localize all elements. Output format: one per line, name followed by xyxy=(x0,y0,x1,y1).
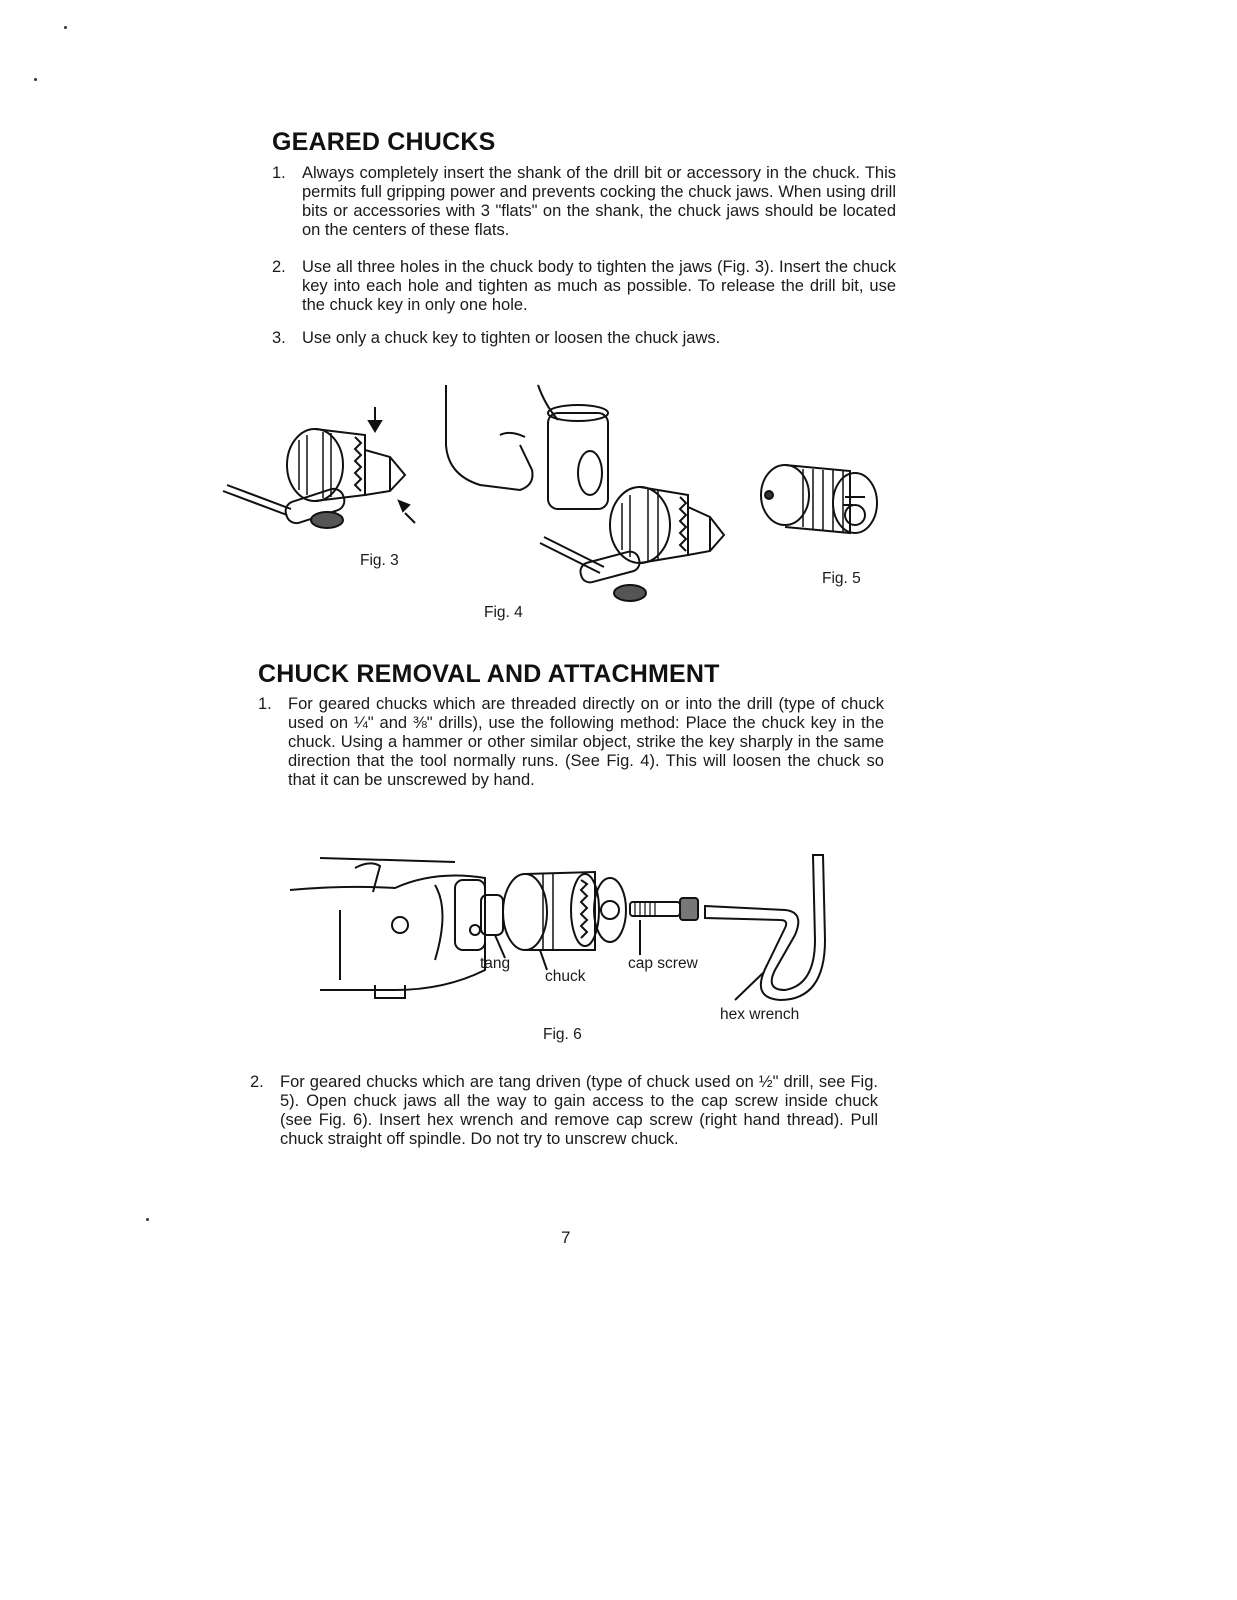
section-heading-chuck-removal: CHUCK REMOVAL AND ATTACHMENT xyxy=(258,660,720,688)
list-item xyxy=(272,258,896,318)
list-text: Use only a chuck key to tighten or loosen the chuck jaws. xyxy=(302,329,721,347)
page-number: 7 xyxy=(561,1228,571,1247)
figure-6-caption: Fig. 6 xyxy=(543,1026,582,1043)
figure-3-illustration xyxy=(215,395,430,535)
fig6-label-chuck: chuck xyxy=(545,968,586,985)
list-item xyxy=(250,1073,878,1155)
list-text: Always completely insert the shank of the drill bit or accessory in the chuck. This permits full gripping power and prevents cocking the chuck jaws. When using drill bits or accessories with 3 "flats" on the shank, the chuck jaws should be located on the centers of these flats. xyxy=(302,164,896,239)
list-number: 2. xyxy=(250,1073,264,1091)
section-heading-geared-chucks: GEARED CHUCKS xyxy=(272,128,496,156)
list-number: 2. xyxy=(272,258,286,276)
figure-4-illustration xyxy=(440,385,740,610)
list-item xyxy=(272,329,896,351)
fig6-label-cap-screw: cap screw xyxy=(628,955,698,972)
figure-5-illustration xyxy=(755,455,885,560)
list-item xyxy=(272,164,896,244)
scan-speck xyxy=(146,1218,149,1221)
scan-speck xyxy=(34,78,37,81)
list-text: For geared chucks which are threaded directly on or into the drill (type of chuck used on ¼" and ⅜" drills), use the following method: Place the chuck key in the chuck. Using a hammer or other similar object, strike the key sharply in the same direction that the tool normally runs. (See Fig. 4). This will loosen the chuck so that it can be unscrewed by hand. xyxy=(288,695,884,789)
fig6-label-hex-wrench: hex wrench xyxy=(720,1006,800,1023)
figure-3-caption: Fig. 3 xyxy=(360,552,399,569)
figure-5-caption: Fig. 5 xyxy=(822,570,861,587)
list-number: 1. xyxy=(258,695,272,713)
figure-4-caption: Fig. 4 xyxy=(484,604,523,621)
list-item xyxy=(258,695,884,795)
list-number: 1. xyxy=(272,164,286,182)
scan-speck xyxy=(64,26,67,29)
list-number: 3. xyxy=(272,329,286,347)
list-text: For geared chucks which are tang driven (type of chuck used on ½" drill, see Fig. 5). Open chuck jaws all the way to gain access to the cap screw inside chuck (see Fig. 6). Insert hex wrench and remove cap screw (right hand thread). Pull chuck straight off spindle. Do not try to unscrew chuck. xyxy=(280,1073,878,1148)
list-text: Use all three holes in the chuck body to tighten the jaws (Fig. 3). Insert the chuck key into each hole and tighten as much as possible. To release the drill bit, use the chuck key in only one hole. xyxy=(302,258,896,314)
fig6-label-tang: tang xyxy=(480,955,511,972)
